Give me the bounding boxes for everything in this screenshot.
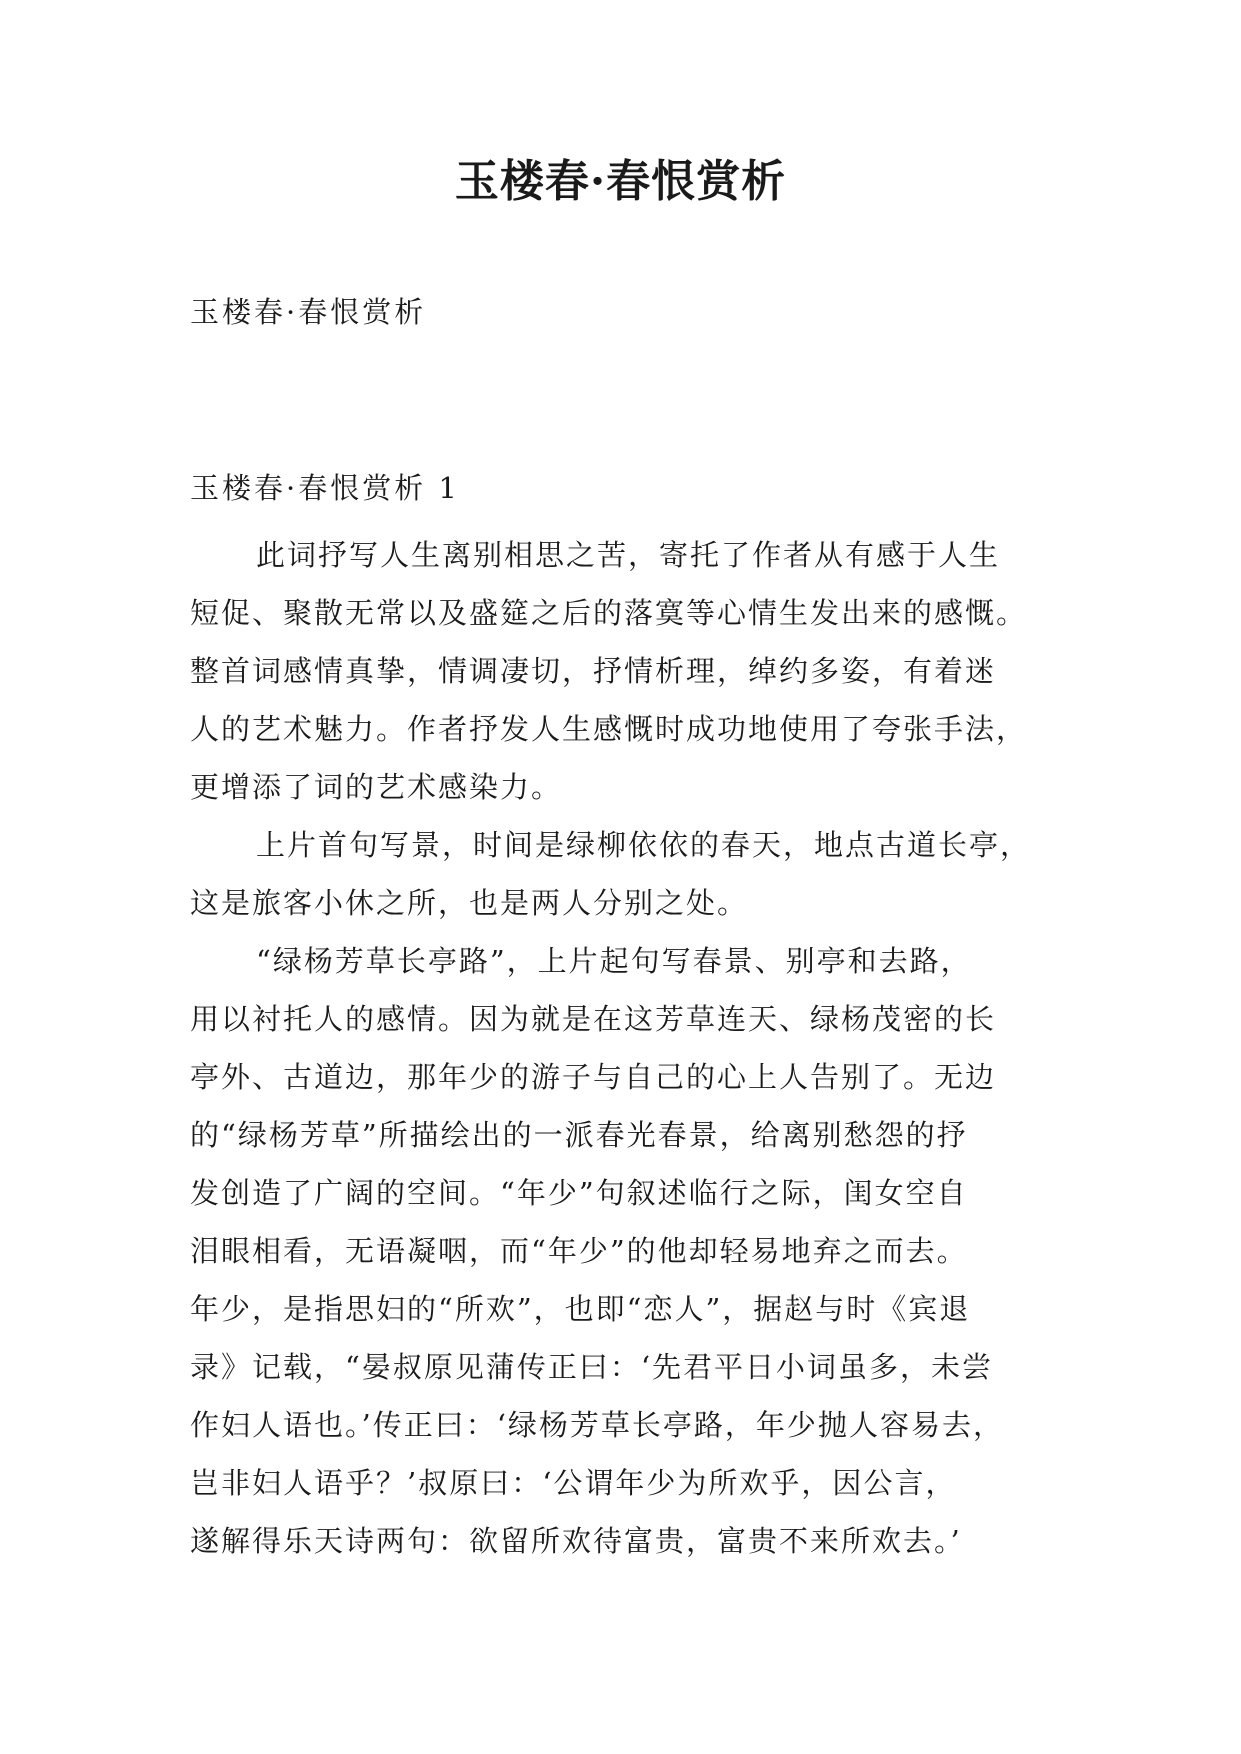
text-line: “绿杨芳草长亭路”，上片起句写春景、别亭和去路， [256,944,972,978]
text-line: 更增添了词的艺术感染力。 [190,770,563,804]
text-line: 岂非妇人语乎？’叔原曰：‘公谓年少为所欢乎，因公言， [190,1466,957,1500]
text-line: 用以衬托人的感情。因为就是在这芳草连天、绿杨茂密的长 [190,1002,997,1036]
text-line: 上片首句写景，时间是绿柳依依的春天，地点古道长亭， [256,828,1032,862]
text-line: 泪眼相看，无语凝咽，而“年少”的他却轻易地弃之而去。 [190,1234,968,1268]
text-line: 此词抒写人生离别相思之苦，寄托了作者从有感于人生 [256,538,1001,572]
text-line: 作妇人语也。’传正曰：‘绿杨芳草长亭路，年少抛人容易去， [190,1408,1004,1442]
text-line: 这是旅客小休之所，也是两人分别之处。 [190,886,749,920]
text-line: 短促、聚散无常以及盛筵之后的落寞等心情生发出来的感慨。 [190,596,1028,630]
text-line: 的“绿杨芳草”所描绘出的一派春光春景，给离别愁怨的抒 [190,1118,968,1152]
text-line: 发创造了广阔的空间。“年少”句叙述临行之际，闺女空自 [190,1176,968,1210]
text-line: 录》记载，“晏叔原见蒲传正曰：‘先君平日小词虽多，未尝 [190,1350,994,1384]
text-line: 遂解得乐天诗两句：欲留所欢待富贵，富贵不来所欢去。’ [190,1524,962,1558]
text-line: 人的艺术魅力。作者抒发人生感慨时成功地使用了夸张手法， [190,712,1028,746]
text-line: 亭外、古道边，那年少的游子与自己的心上人告别了。无边 [190,1060,997,1094]
text-line: 整首词感情真挚，情调凄切，抒情析理，绰约多姿，有着迷 [190,654,997,688]
page-title: 玉楼春·春恨赏析 [454,156,787,207]
body-text [190,526,1070,1570]
text-line: 年少，是指思妇的“所欢”，也即“恋人”，据赵与时《宾退 [190,1292,971,1326]
document-subtitle: 玉楼春·春恨赏析 [190,295,427,329]
section-heading: 玉楼春·春恨赏析 1 [190,471,460,505]
